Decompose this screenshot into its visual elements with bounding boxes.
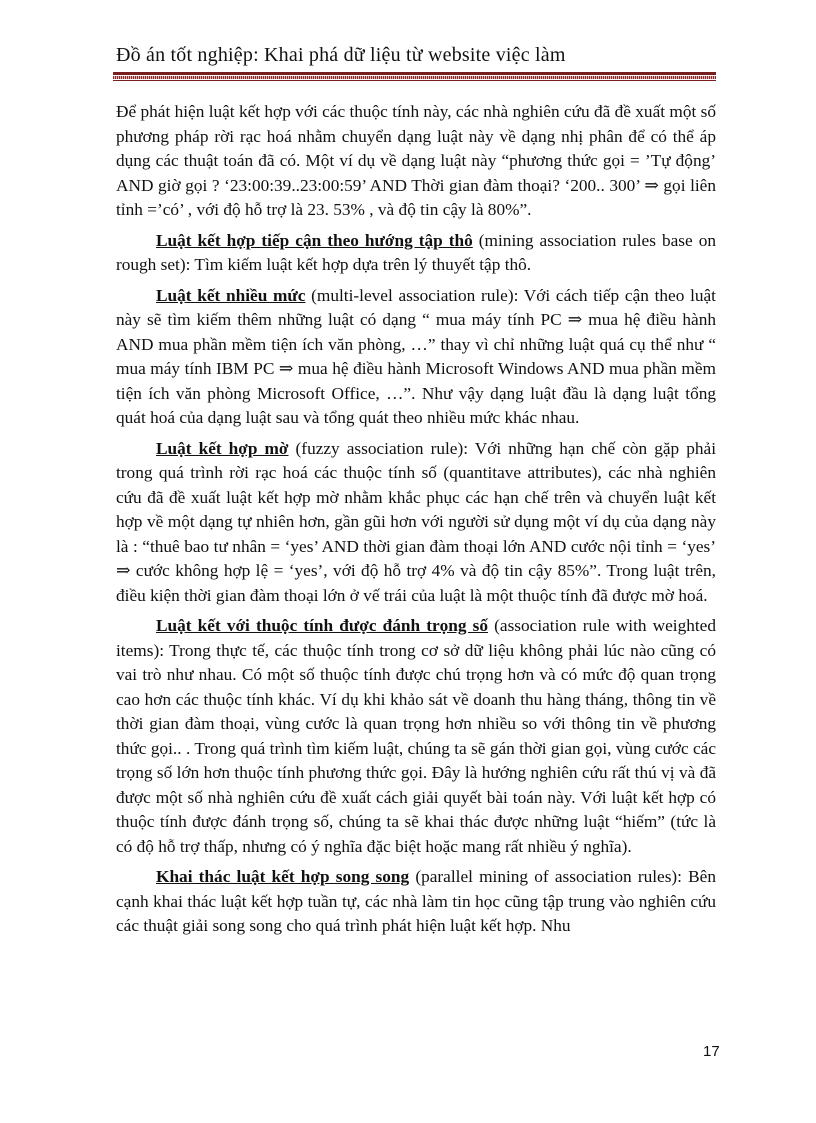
term-heading: Luật kết hợp mờ: [156, 438, 289, 458]
header-rule-bottom: [113, 80, 716, 81]
paragraph-text: (fuzzy association rule): Với những hạn chế còn gặp phải trong quá trình rời rạc hoá các thuộc tính số (quantitave attributes), các nhà nghiên cứu đã đề xuất luật kết hợp mờ nhằm khắc phục các hạn chế trên và chuyển luật kết hợp về một dạng tự nhiên hơn, gần gũi hơn với người sử dụng một ví dụ của dạng này là : “thuê bao tư nhân = ‘yes’ AND thời gian đàm thoại lớn AND cước nội tỉnh = ‘yes’ ⇒ cước không hợp lệ = ‘yes’, với độ hỗ trợ 4% và độ tin cậy 85%”. Trong luật trên, điều kiện thời gian đàm thoại lớn ở vế trái của luật là một thuộc tính đã được mờ hoá.: [116, 438, 717, 605]
term-heading: Luật kết với thuộc tính được đánh trọng số: [156, 616, 489, 635]
paragraph-text: (multi-level association rule): Với cách tiếp cận theo luật này sẽ tìm kiếm thêm những luật có dạng “ mua máy tính PC ⇒ mua hệ điều hành AND mua phần mềm tiện ích văn phòng, …” thay vì chỉ những luật quá cụ thể như “ mua máy tính IBM PC ⇒ mua hệ điều hành Microsoft Windows AND mua phần mềm tiện ích văn phòng Microsoft Office, …”. Như vậy dạng luật đầu là dạng luật tổng quát hoá của dạng luật sau và tổng quát theo nhiều mức khác nhau.: [116, 285, 716, 427]
term-heading: Luật kết hợp tiếp cận theo hướng tập thô: [156, 230, 473, 250]
paragraph-text: (mining association rules base on rough set): Tìm kiếm luật kết hợp dựa trên lý thuyết tập thô.: [116, 230, 716, 274]
paragraph-text: (association rule with weighted items): Trong thực tế, các thuộc tính trong cơ sở dữ liệu không phải lúc nào cũng có vai trò như nhau. Có một số thuộc tính được chú trọng hơn và có mức độ quan trọng cao hơn các thuộc tính khác. Ví dụ khi khảo sát về doanh thu hàng tháng, thông tin về thời gian đàm thoại, vùng cước là quan trọng hơn nhiều so với thông tin về phương thức gọi.. . Trong quá trình tìm kiếm luật, chúng ta sẽ gán thời gian gọi, vùng cước các trọng số lớn hơn thuộc tính phương thức gọi. Đây là hướng nghiên cứu rất thú vị và đã được một số nhà nghiên cứu đề xuất cách giải quyết bài toán này. Với luật kết hợp có thuộc tính được đánh trọng số, chúng ta sẽ khai thác được những luật “hiếm” (tức là có độ hỗ trợ thấp, nhưng có ý nghĩa đặc biệt hoặc mang rất nhiều ý nghĩa).: [116, 616, 716, 856]
header-rule-top: [113, 72, 716, 75]
paragraph-weighted: [116, 614, 716, 859]
page-number: 17: [703, 1043, 720, 1060]
header-rule-middle: [113, 76, 716, 79]
paragraph-rough-set: [116, 229, 716, 278]
page-header-title: Đồ án tốt nghiệp: Khai phá dữ liệu từ website việc làm: [116, 44, 566, 66]
paragraph-text: (parallel mining of association rules): Bên cạnh khai thác luật kết hợp tuần tự, các nhà làm tin học cũng tập trung vào nghiên cứu các thuật giải song song cho quá trình phát hiện luật kết hợp. Nhu: [116, 867, 716, 935]
paragraph-multi-level: [116, 284, 716, 431]
paragraph-parallel: [116, 865, 716, 939]
term-heading: Khai thác luật kết hợp song song: [156, 867, 410, 886]
term-heading: Luật kết nhiều mức: [156, 285, 306, 305]
document-body: [116, 100, 716, 945]
paragraph-fuzzy: [116, 437, 716, 609]
paragraph-intro: Để phát hiện luật kết hợp với các thuộc tính này, các nhà nghiên cứu đã đề xuất một số phương pháp rời rạc hoá nhằm chuyển dạng luật này về dạng nhị phân để có thể áp dụng các thuật toán đã có. Một ví dụ về dạng luật này “phương thức gọi = ’Tự động’ AND giờ gọi ? ‘23:00:39..23:00:59’ AND Thời gian đàm thoại? ‘200.. 300’ ⇒ gọi liên tỉnh =’có’ , với độ hỗ trợ là 23. 53% , và độ tin cậy là 80%”.: [116, 102, 716, 219]
